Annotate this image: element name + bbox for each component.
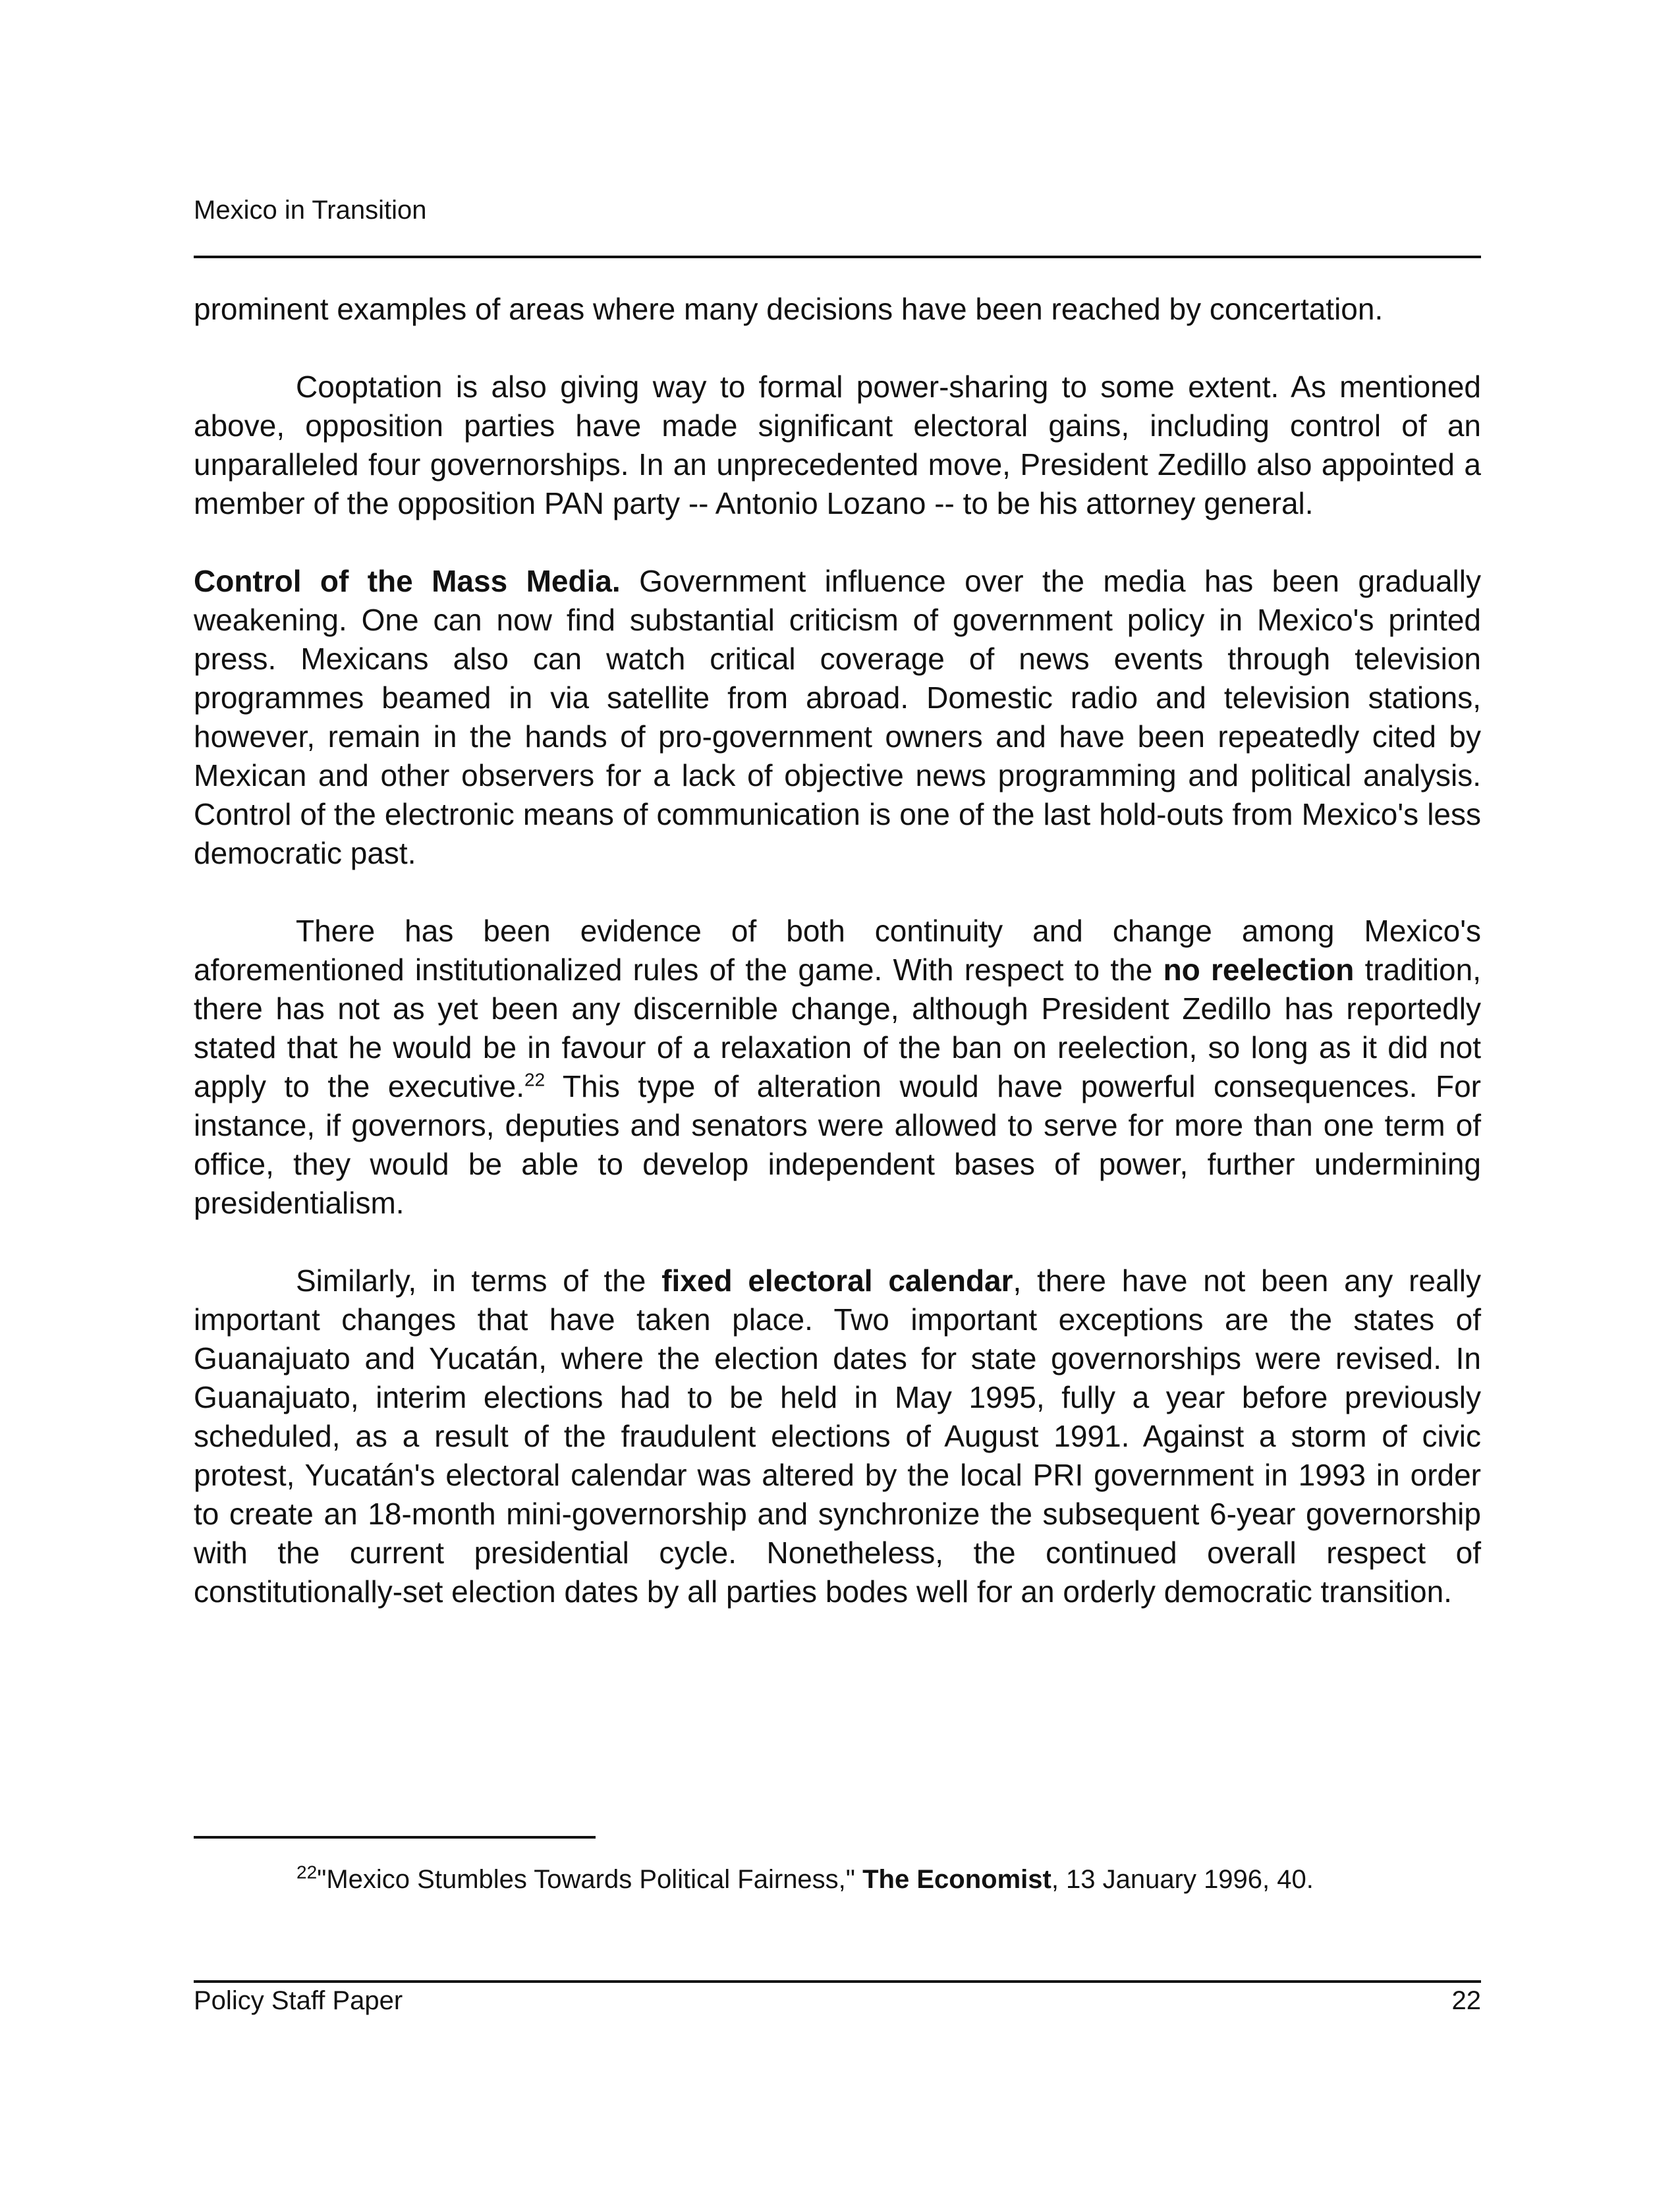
- paragraph-electoral-calendar: [194, 1262, 1481, 1611]
- paragraph-text-segment: There has been evidence of both continuity and change among Mexico's aforementioned institutionalized rules of the game. With respect to the: [194, 914, 1481, 987]
- footnote-reference: 22: [524, 1069, 546, 1090]
- footnote-separator-rule: [194, 1836, 596, 1839]
- paragraph-no-reelection: [194, 912, 1481, 1223]
- paragraph-text-segment: , there have not been any really important changes that have taken place. Two important exceptions are the states of Guanajuato and Yucatán, where the election dates for state governorships were revised. In Guanajuato, interim elections had to be held in May 1995, fully a year before previously scheduled, as a result of the fraudulent elections of August 1991. Against a storm of civic protest, Yucatán's electoral calendar was altered by the local PRI government in 1993 in order to create an 18-month mini-governorship and synchronize the subsequent 6-year governorship with the current presidential cycle. Nonetheless, the continued overall respect of constitutionally-set election dates by all parties bodes well for an orderly democratic transition.: [194, 1263, 1481, 1609]
- footer-publication-title: Policy Staff Paper: [194, 1986, 403, 2015]
- body-text: [194, 290, 1481, 1611]
- paragraph-cooptation: Cooptation is also giving way to formal power-sharing to some extent. As mentioned above, opposition parties have made significant electoral gains, including control of an unparalleled four governorships. In an unprecedented move, President Zedillo also appointed a member of the opposition PAN party -- Antonio Lozano -- to be his attorney general.: [194, 370, 1481, 520]
- paragraph-text-segment: Similarly, in terms of the: [296, 1263, 662, 1298]
- header-rule: [194, 256, 1481, 258]
- paragraph-mass-media: [194, 562, 1481, 873]
- footnote-text: , 13 January 1996, 40.: [1051, 1865, 1314, 1894]
- footnote-number: 22: [296, 1862, 318, 1883]
- paragraph-text-segment: This type of alteration would have powerful consequences. For instance, if governors, deputies and senators were allowed to serve for more than one term of office, they would be able to develop independent bases of power, further undermining presidentialism.: [194, 1069, 1482, 1220]
- running-header-title: Mexico in Transition: [194, 196, 427, 225]
- page-number: 22: [1451, 1986, 1481, 2015]
- section-heading-mass-media: Control of the Mass Media.: [194, 564, 621, 598]
- paragraph-concertation: prominent examples of areas where many decisions have been reached by concertation.: [194, 292, 1384, 326]
- footnote: [296, 1863, 1482, 1896]
- footnote-source: The Economist: [862, 1865, 1051, 1894]
- bold-term-no-reelection: no reelection: [1163, 953, 1355, 987]
- paragraph-mass-media-text: Government influence over the media has been gradually weakening. One can now find substantial criticism of government policy in Mexico's printed press. Mexicans also can watch critical coverage of news events through television programmes beamed in via satellite from abroad. Domestic radio and television stations, however, remain in the hands of pro-government owners and have been repeatedly cited by Mexican and other observers for a lack of objective news programming and political analysis. Control of the electronic means of communication is one of the last hold-outs from Mexico's less democratic past.: [194, 564, 1481, 870]
- footnote-text: "Mexico Stumbles Towards Political Fairness,": [317, 1865, 863, 1894]
- paragraph-text-segment: tradition, there has not as yet been any discernible change, although President Zedillo has reportedly stated that he would be in favour of a relaxation of the ban on reelection, so long as it did not apply to the executive.: [194, 953, 1481, 1103]
- footer-rule: [194, 1980, 1481, 1983]
- bold-term-fixed-electoral-calendar: fixed electoral calendar: [661, 1263, 1013, 1298]
